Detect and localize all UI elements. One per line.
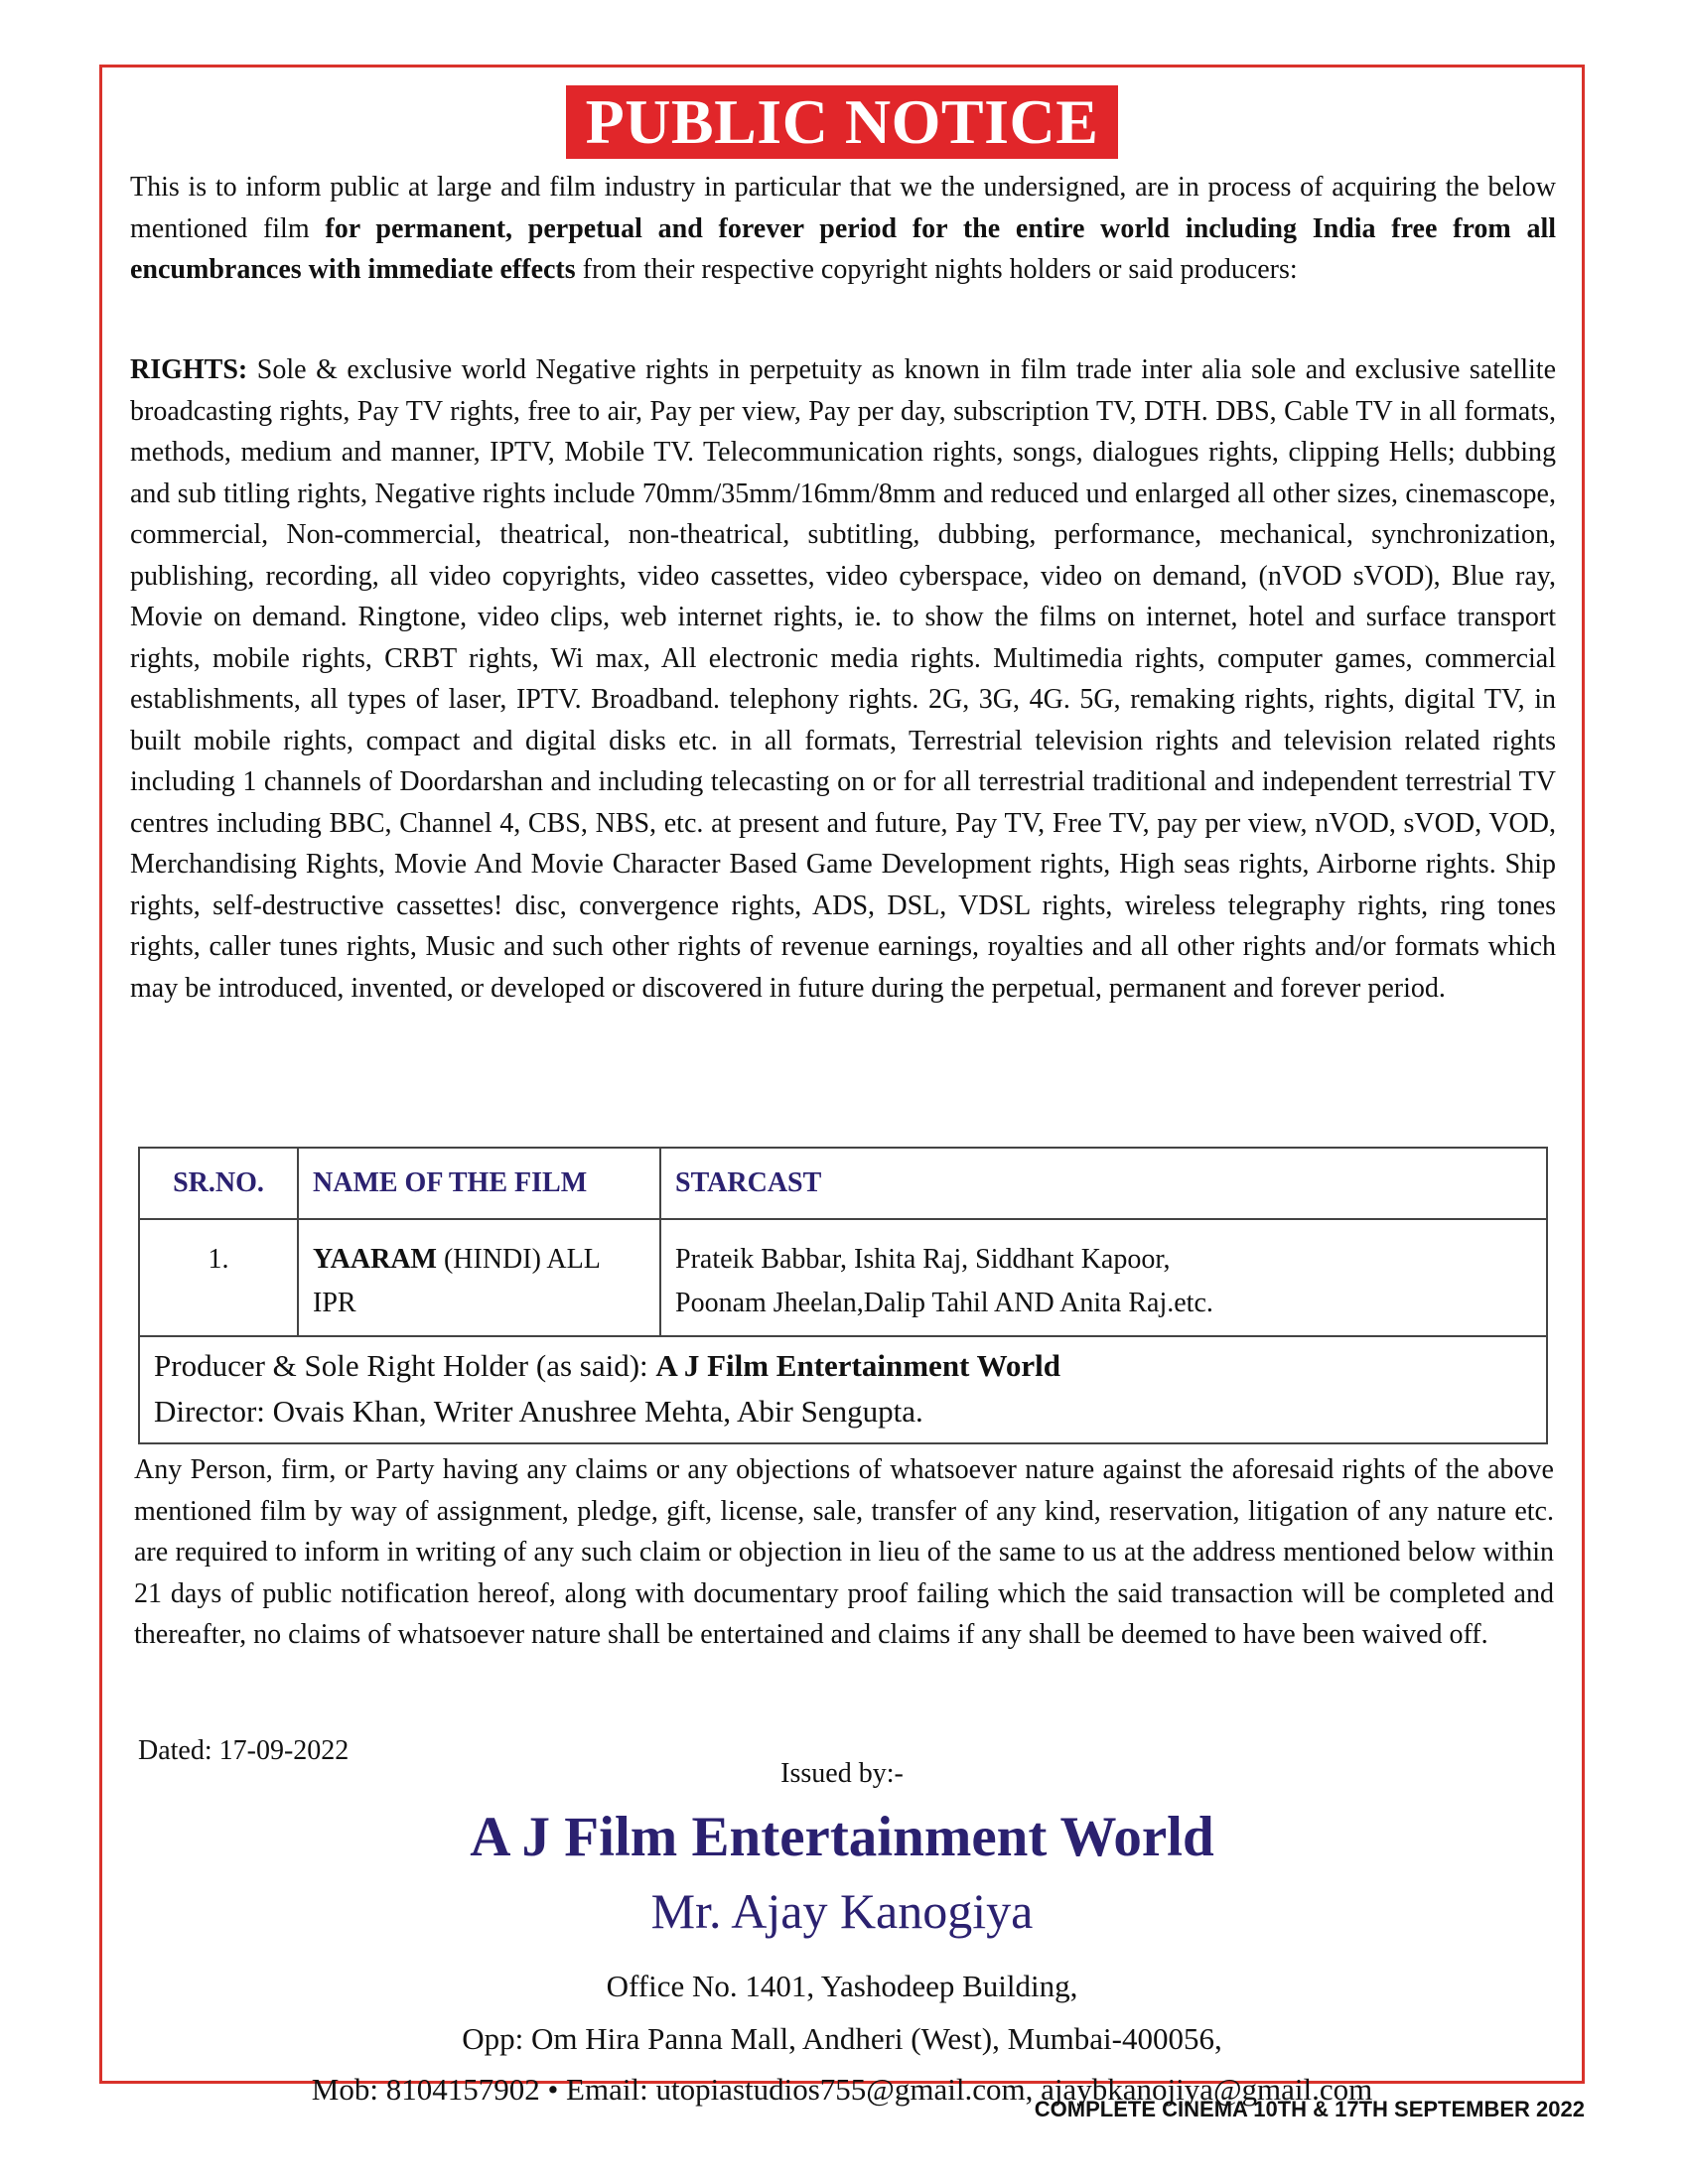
intro-text-bold: for permanent, perpetual and forever period for the entire world including India free from all encumbrances with immediate effects — [130, 212, 1557, 285]
film-table — [138, 1147, 1548, 1444]
producer-line — [154, 1343, 1532, 1389]
rights-text: Sole & exclusive world Negative rights in perpetuity as known in film trade inter alia sole and exclusive satellite broadcasting rights, Pay TV rights, free to air, Pay per view, Pay per day, subscription TV, DTH. DBS, Cable TV in all formats, methods, medium and manner, IPTV, Mobile TV. Telecommunication rights, songs, dialogues rights, clipping Hells; dubbing and sub titling rights, Negative rights include 70mm/35mm/16mm/8mm and reduced und enlarged all other sizes, cinemascope, commercial, Non-commercial, theatrical, non-theatrical, subtitling, dubbing, performance, mechanical, synchronization, publishing, recording, all video copyrights, video cassettes, video cyberspace, video on demand, (nVOD sVOD), Blue ray, Movie on demand. Ringtone, video clips, web internet rights, ie. to show the films on internet, hotel and surface transport rights, mobile rights, CRBT rights, Wi max, All electronic media rights. Multimedia rights, computer games, commercial establishments, all types of laser, IPTV. Broadband. telephony rights. 2G, 3G, 4G. 5G, remaking rights, rights, digital TV, in built mobile rights, compact and digital disks etc. in all formats, Terrestrial television rights and television related rights including 1 channels of Doordarshan and including telecasting on or for all terrestrial traditional and independent terrestrial TV centres including BBC, Channel 4, CBS, NBS, etc. at present and future, Pay TV, Free TV, pay per view, nVOD, sVOD, VOD, Merchandising Rights, Movie And Movie Character Based Game Development rights, High seas rights, Airborne rights. Ship rights, self-destructive cassettes! disc, convergence rights, ADS, DSL, VDSL rights, wireless telegraphy rights, ring tones rights, caller tunes rights, Music and such other rights of revenue earnings, royalties and all other rights and/or formats which may be introduced, invented, or developed or discovered in future during the perpetual, permanent and forever period. — [130, 354, 1556, 1004]
issuer-person: Mr. Ajay Kanogiya — [650, 1883, 1034, 1939]
producer-name: A J Film Entertainment World — [655, 1348, 1060, 1383]
director-line: Director: Ovais Khan, Writer Anushree Mehta, Abir Sengupta. — [154, 1394, 923, 1429]
address-line-1: Office No. 1401, Yashodeep Building, — [606, 1969, 1078, 2003]
row-starcast — [660, 1219, 1547, 1336]
intro-text-2: from their respective copyright nights holders or said producers: — [575, 254, 1298, 285]
header-sr-no: SR.NO. — [139, 1148, 298, 1219]
contact-line: Mob: 8104157902 • Email: utopiastudios755@gmail.com, ajaybkanojiya@gmail.com — [311, 2072, 1373, 2107]
starcast-line-1: Prateik Babbar, Ishita Raj, Siddhant Kapoor, — [675, 1244, 1171, 1275]
table-row — [139, 1219, 1547, 1336]
film-title: YAARAM — [313, 1244, 437, 1275]
issued-by: Issued by:- — [780, 1758, 904, 1789]
starcast-line-2: Poonam Jheelan,Dalip Tahil AND Anita Raj.etc. — [675, 1288, 1213, 1318]
row-film-name — [298, 1219, 660, 1336]
intro-text-1: This is to inform public at large and film industry in particular that we the undersigned, are in process of acquiring the below mentioned film — [130, 172, 1556, 244]
publication-footer: COMPLETE CINEMA 10TH & 17TH SEPTEMBER 2022 — [1034, 2097, 1585, 2121]
issuer-company: A J Film Entertainment World — [470, 1806, 1214, 1868]
row-sr-no: 1. — [139, 1219, 298, 1336]
title-wrap — [102, 85, 1582, 159]
notice-frame — [99, 65, 1585, 2107]
address-line-2: Opp: Om Hira Panna Mall, Andheri (West), Mumbai-400056, — [462, 2021, 1222, 2056]
header-film-name: NAME OF THE FILM — [298, 1148, 660, 1219]
header-starcast: STARCAST — [660, 1148, 1547, 1219]
film-details: (HINDI) ALL IPR — [313, 1244, 600, 1318]
producer-cell — [139, 1336, 1547, 1443]
rights-label: RIGHTS: — [130, 354, 248, 385]
dated-text: Dated: 17-09-2022 — [138, 1735, 350, 1766]
intro-paragraph — [130, 167, 1556, 291]
notice-title: PUBLIC NOTICE — [566, 85, 1119, 159]
closing-paragraph: Any Person, firm, or Party having any claims or any objections of whatsoever nature against the aforesaid rights of the above mentioned film by way of assignment, pledge, gift, license, sale, transfer of any kind, reservation, litigation of any nature etc. are required to inform in writing of any such claim or objection in lieu of the same to us at the address mentioned below within 21 days of public notification hereof, along with documentary proof failing which the said transaction will be completed and thereafter, no claims of whatsoever nature shall be entertained and claims if any shall be deemed to have been waived off. — [134, 1454, 1554, 1650]
rights-paragraph — [130, 349, 1556, 1009]
table-header-row — [139, 1148, 1547, 1219]
producer-label: Producer & Sole Right Holder (as said): — [154, 1348, 656, 1383]
producer-row — [139, 1336, 1547, 1443]
